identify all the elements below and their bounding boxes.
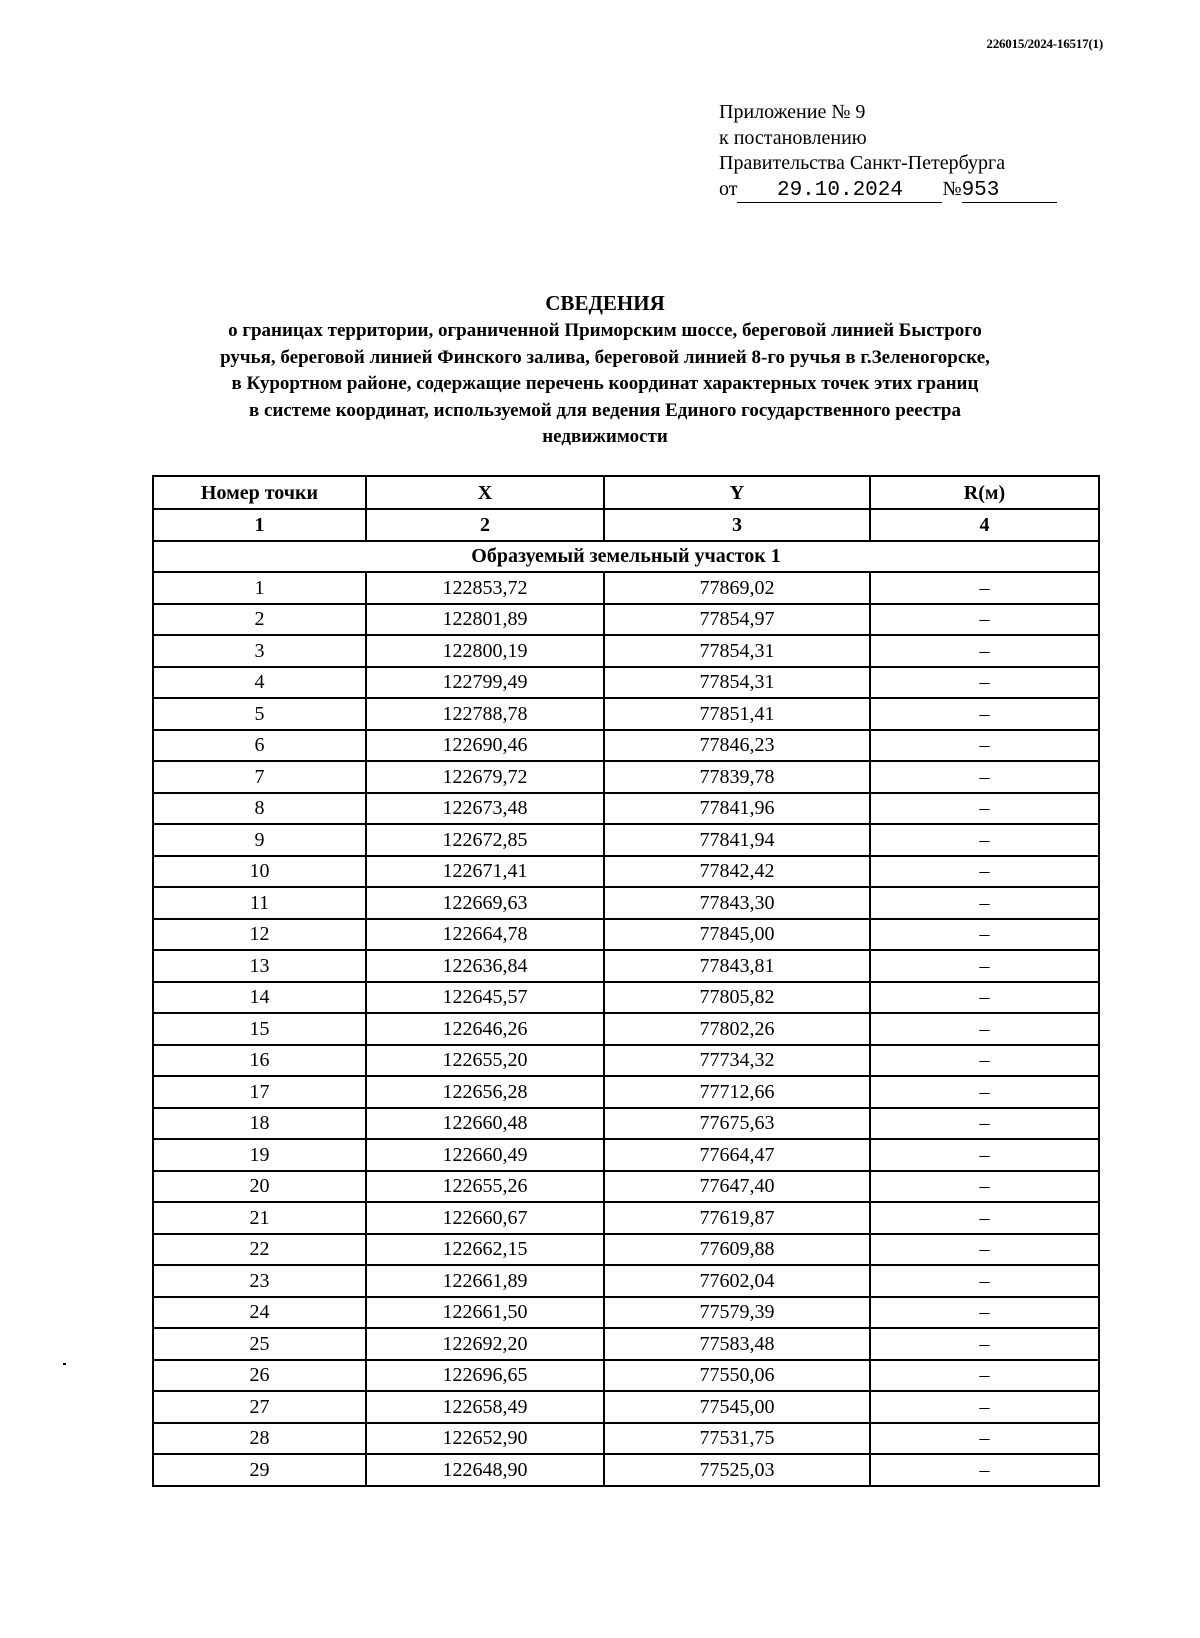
header-y: Y xyxy=(604,476,870,509)
point-number: 24 xyxy=(153,1297,366,1329)
y-coordinate: 77602,04 xyxy=(604,1265,870,1297)
header-point-number: Номер точки xyxy=(153,476,366,509)
y-coordinate: 77609,88 xyxy=(604,1234,870,1266)
radius-value: – xyxy=(870,1045,1099,1077)
x-coordinate: 122645,57 xyxy=(366,982,604,1014)
point-number: 20 xyxy=(153,1171,366,1203)
point-number: 19 xyxy=(153,1139,366,1171)
y-coordinate: 77550,06 xyxy=(604,1360,870,1392)
radius-value: – xyxy=(870,761,1099,793)
appendix-date-number-line xyxy=(719,177,1057,203)
table-row xyxy=(153,667,1099,699)
radius-value: – xyxy=(870,1234,1099,1266)
y-coordinate: 77525,03 xyxy=(604,1454,870,1486)
table-row xyxy=(153,950,1099,982)
date-prefix: от xyxy=(719,177,738,200)
table-row xyxy=(153,1234,1099,1266)
y-coordinate: 77841,96 xyxy=(604,793,870,825)
section-title: Образуемый земельный участок 1 xyxy=(153,541,1099,573)
radius-value: – xyxy=(870,1423,1099,1455)
point-number: 16 xyxy=(153,1045,366,1077)
radius-value: – xyxy=(870,1171,1099,1203)
table-row xyxy=(153,1202,1099,1234)
table-row xyxy=(153,1139,1099,1171)
table-header-row xyxy=(153,476,1099,509)
table-row xyxy=(153,919,1099,951)
x-coordinate: 122788,78 xyxy=(366,698,604,730)
point-number: 18 xyxy=(153,1108,366,1140)
point-number: 25 xyxy=(153,1328,366,1360)
column-number: 3 xyxy=(604,509,870,541)
point-number: 17 xyxy=(153,1076,366,1108)
y-coordinate: 77854,31 xyxy=(604,635,870,667)
radius-value: – xyxy=(870,982,1099,1014)
point-number: 26 xyxy=(153,1360,366,1392)
y-coordinate: 77579,39 xyxy=(604,1297,870,1329)
y-coordinate: 77712,66 xyxy=(604,1076,870,1108)
radius-value: – xyxy=(870,1139,1099,1171)
radius-value: – xyxy=(870,856,1099,888)
y-coordinate: 77802,26 xyxy=(604,1013,870,1045)
point-number: 7 xyxy=(153,761,366,793)
radius-value: – xyxy=(870,1297,1099,1329)
x-coordinate: 122660,67 xyxy=(366,1202,604,1234)
x-coordinate: 122692,20 xyxy=(366,1328,604,1360)
point-number: 22 xyxy=(153,1234,366,1266)
y-coordinate: 77664,47 xyxy=(604,1139,870,1171)
section-row xyxy=(153,541,1099,573)
y-coordinate: 77869,02 xyxy=(604,572,870,604)
y-coordinate: 77842,42 xyxy=(604,856,870,888)
x-coordinate: 122661,50 xyxy=(366,1297,604,1329)
x-coordinate: 122655,26 xyxy=(366,1171,604,1203)
radius-value: – xyxy=(870,635,1099,667)
point-number: 9 xyxy=(153,824,366,856)
radius-value: – xyxy=(870,1013,1099,1045)
x-coordinate: 122648,90 xyxy=(366,1454,604,1486)
appendix-block xyxy=(719,100,1057,203)
subtitle-line-2: ручья, береговой линией Финского залива, береговой линией 8-го ручья в г.Зеленогорске, xyxy=(220,346,990,368)
x-coordinate: 122664,78 xyxy=(366,919,604,951)
x-coordinate: 122646,26 xyxy=(366,1013,604,1045)
radius-value: – xyxy=(870,1076,1099,1108)
point-number: 23 xyxy=(153,1265,366,1297)
x-coordinate: 122799,49 xyxy=(366,667,604,699)
resolution-date: 29.10.2024 xyxy=(737,180,942,203)
table-row xyxy=(153,1171,1099,1203)
point-number: 21 xyxy=(153,1202,366,1234)
point-number: 4 xyxy=(153,667,366,699)
x-coordinate: 122679,72 xyxy=(366,761,604,793)
header-x: X xyxy=(366,476,604,509)
number-sign: № xyxy=(942,177,962,200)
y-coordinate: 77839,78 xyxy=(604,761,870,793)
column-number: 2 xyxy=(366,509,604,541)
radius-value: – xyxy=(870,1360,1099,1392)
table-row xyxy=(153,1297,1099,1329)
radius-value: – xyxy=(870,950,1099,982)
radius-value: – xyxy=(870,1265,1099,1297)
y-coordinate: 77675,63 xyxy=(604,1108,870,1140)
point-number: 10 xyxy=(153,856,366,888)
point-number: 6 xyxy=(153,730,366,762)
table-row xyxy=(153,1076,1099,1108)
y-coordinate: 77841,94 xyxy=(604,824,870,856)
table-row xyxy=(153,1328,1099,1360)
subtitle-line-1: о границах территории, ограниченной Приморским шоссе, береговой линией Быстрого xyxy=(228,320,982,341)
document-title: СВЕДЕНИЯ xyxy=(545,291,665,315)
document-registration-number: 226015/2024-16517(1) xyxy=(986,36,1103,51)
x-coordinate: 122636,84 xyxy=(366,950,604,982)
radius-value: – xyxy=(870,1108,1099,1140)
table-row xyxy=(153,572,1099,604)
y-coordinate: 77647,40 xyxy=(604,1171,870,1203)
radius-value: – xyxy=(870,1202,1099,1234)
column-number: 4 xyxy=(870,509,1099,541)
x-coordinate: 122658,49 xyxy=(366,1391,604,1423)
y-coordinate: 77845,00 xyxy=(604,919,870,951)
table-row xyxy=(153,1265,1099,1297)
y-coordinate: 77854,97 xyxy=(604,604,870,636)
point-number: 12 xyxy=(153,919,366,951)
table-row xyxy=(153,1013,1099,1045)
x-coordinate: 122672,85 xyxy=(366,824,604,856)
table-row xyxy=(153,698,1099,730)
x-coordinate: 122652,90 xyxy=(366,1423,604,1455)
x-coordinate: 122655,20 xyxy=(366,1045,604,1077)
appendix-government-label: Правительства Санкт-Петербурга xyxy=(719,152,1006,174)
y-coordinate: 77854,31 xyxy=(604,667,870,699)
subtitle-line-3: в Курортном районе, содержащие перечень координат характерных точек этих границ xyxy=(231,373,979,394)
subtitle-line-5: недвижимости xyxy=(542,426,668,447)
x-coordinate: 122696,65 xyxy=(366,1360,604,1392)
x-coordinate: 122669,63 xyxy=(366,887,604,919)
table-row xyxy=(153,824,1099,856)
radius-value: – xyxy=(870,793,1099,825)
table-row xyxy=(153,730,1099,762)
scan-artifact xyxy=(63,1363,66,1365)
x-coordinate: 122671,41 xyxy=(366,856,604,888)
y-coordinate: 77619,87 xyxy=(604,1202,870,1234)
radius-value: – xyxy=(870,1391,1099,1423)
document-title-block xyxy=(110,288,1100,451)
point-number: 15 xyxy=(153,1013,366,1045)
table-row xyxy=(153,604,1099,636)
x-coordinate: 122660,49 xyxy=(366,1139,604,1171)
x-coordinate: 122662,15 xyxy=(366,1234,604,1266)
table-row xyxy=(153,1360,1099,1392)
point-number: 1 xyxy=(153,572,366,604)
table-row xyxy=(153,635,1099,667)
table-row xyxy=(153,887,1099,919)
point-number: 27 xyxy=(153,1391,366,1423)
y-coordinate: 77545,00 xyxy=(604,1391,870,1423)
point-number: 3 xyxy=(153,635,366,667)
x-coordinate: 122660,48 xyxy=(366,1108,604,1140)
x-coordinate: 122661,89 xyxy=(366,1265,604,1297)
table-row xyxy=(153,982,1099,1014)
table-row xyxy=(153,1454,1099,1486)
radius-value: – xyxy=(870,698,1099,730)
appendix-label: Приложение № 9 xyxy=(719,101,866,123)
table-row xyxy=(153,1045,1099,1077)
y-coordinate: 77805,82 xyxy=(604,982,870,1014)
y-coordinate: 77531,75 xyxy=(604,1423,870,1455)
x-coordinate: 122853,72 xyxy=(366,572,604,604)
radius-value: – xyxy=(870,919,1099,951)
y-coordinate: 77583,48 xyxy=(604,1328,870,1360)
x-coordinate: 122801,89 xyxy=(366,604,604,636)
point-number: 5 xyxy=(153,698,366,730)
table-row xyxy=(153,1108,1099,1140)
point-number: 8 xyxy=(153,793,366,825)
radius-value: – xyxy=(870,667,1099,699)
header-radius: R(м) xyxy=(870,476,1099,509)
y-coordinate: 77851,41 xyxy=(604,698,870,730)
table-row xyxy=(153,793,1099,825)
x-coordinate: 122800,19 xyxy=(366,635,604,667)
radius-value: – xyxy=(870,1328,1099,1360)
y-coordinate: 77846,23 xyxy=(604,730,870,762)
x-coordinate: 122690,46 xyxy=(366,730,604,762)
subtitle-line-4: в системе координат, используемой для ведения Единого государственного реестра xyxy=(248,399,961,421)
radius-value: – xyxy=(870,572,1099,604)
resolution-number: 953 xyxy=(962,180,1057,203)
x-coordinate: 122673,48 xyxy=(366,793,604,825)
y-coordinate: 77843,81 xyxy=(604,950,870,982)
table-row xyxy=(153,761,1099,793)
appendix-resolution-label: к постановлению xyxy=(719,126,867,149)
y-coordinate: 77843,30 xyxy=(604,887,870,919)
point-number: 14 xyxy=(153,982,366,1014)
point-number: 29 xyxy=(153,1454,366,1486)
x-coordinate: 122656,28 xyxy=(366,1076,604,1108)
point-number: 11 xyxy=(153,887,366,919)
radius-value: – xyxy=(870,1454,1099,1486)
table-row xyxy=(153,1391,1099,1423)
column-number: 1 xyxy=(153,509,366,541)
radius-value: – xyxy=(870,604,1099,636)
radius-value: – xyxy=(870,887,1099,919)
point-number: 2 xyxy=(153,604,366,636)
radius-value: – xyxy=(870,730,1099,762)
table-row xyxy=(153,856,1099,888)
column-number-row xyxy=(153,509,1099,541)
y-coordinate: 77734,32 xyxy=(604,1045,870,1077)
coordinates-table xyxy=(152,475,1100,1487)
point-number: 13 xyxy=(153,950,366,982)
table-row xyxy=(153,1423,1099,1455)
point-number: 28 xyxy=(153,1423,366,1455)
radius-value: – xyxy=(870,824,1099,856)
